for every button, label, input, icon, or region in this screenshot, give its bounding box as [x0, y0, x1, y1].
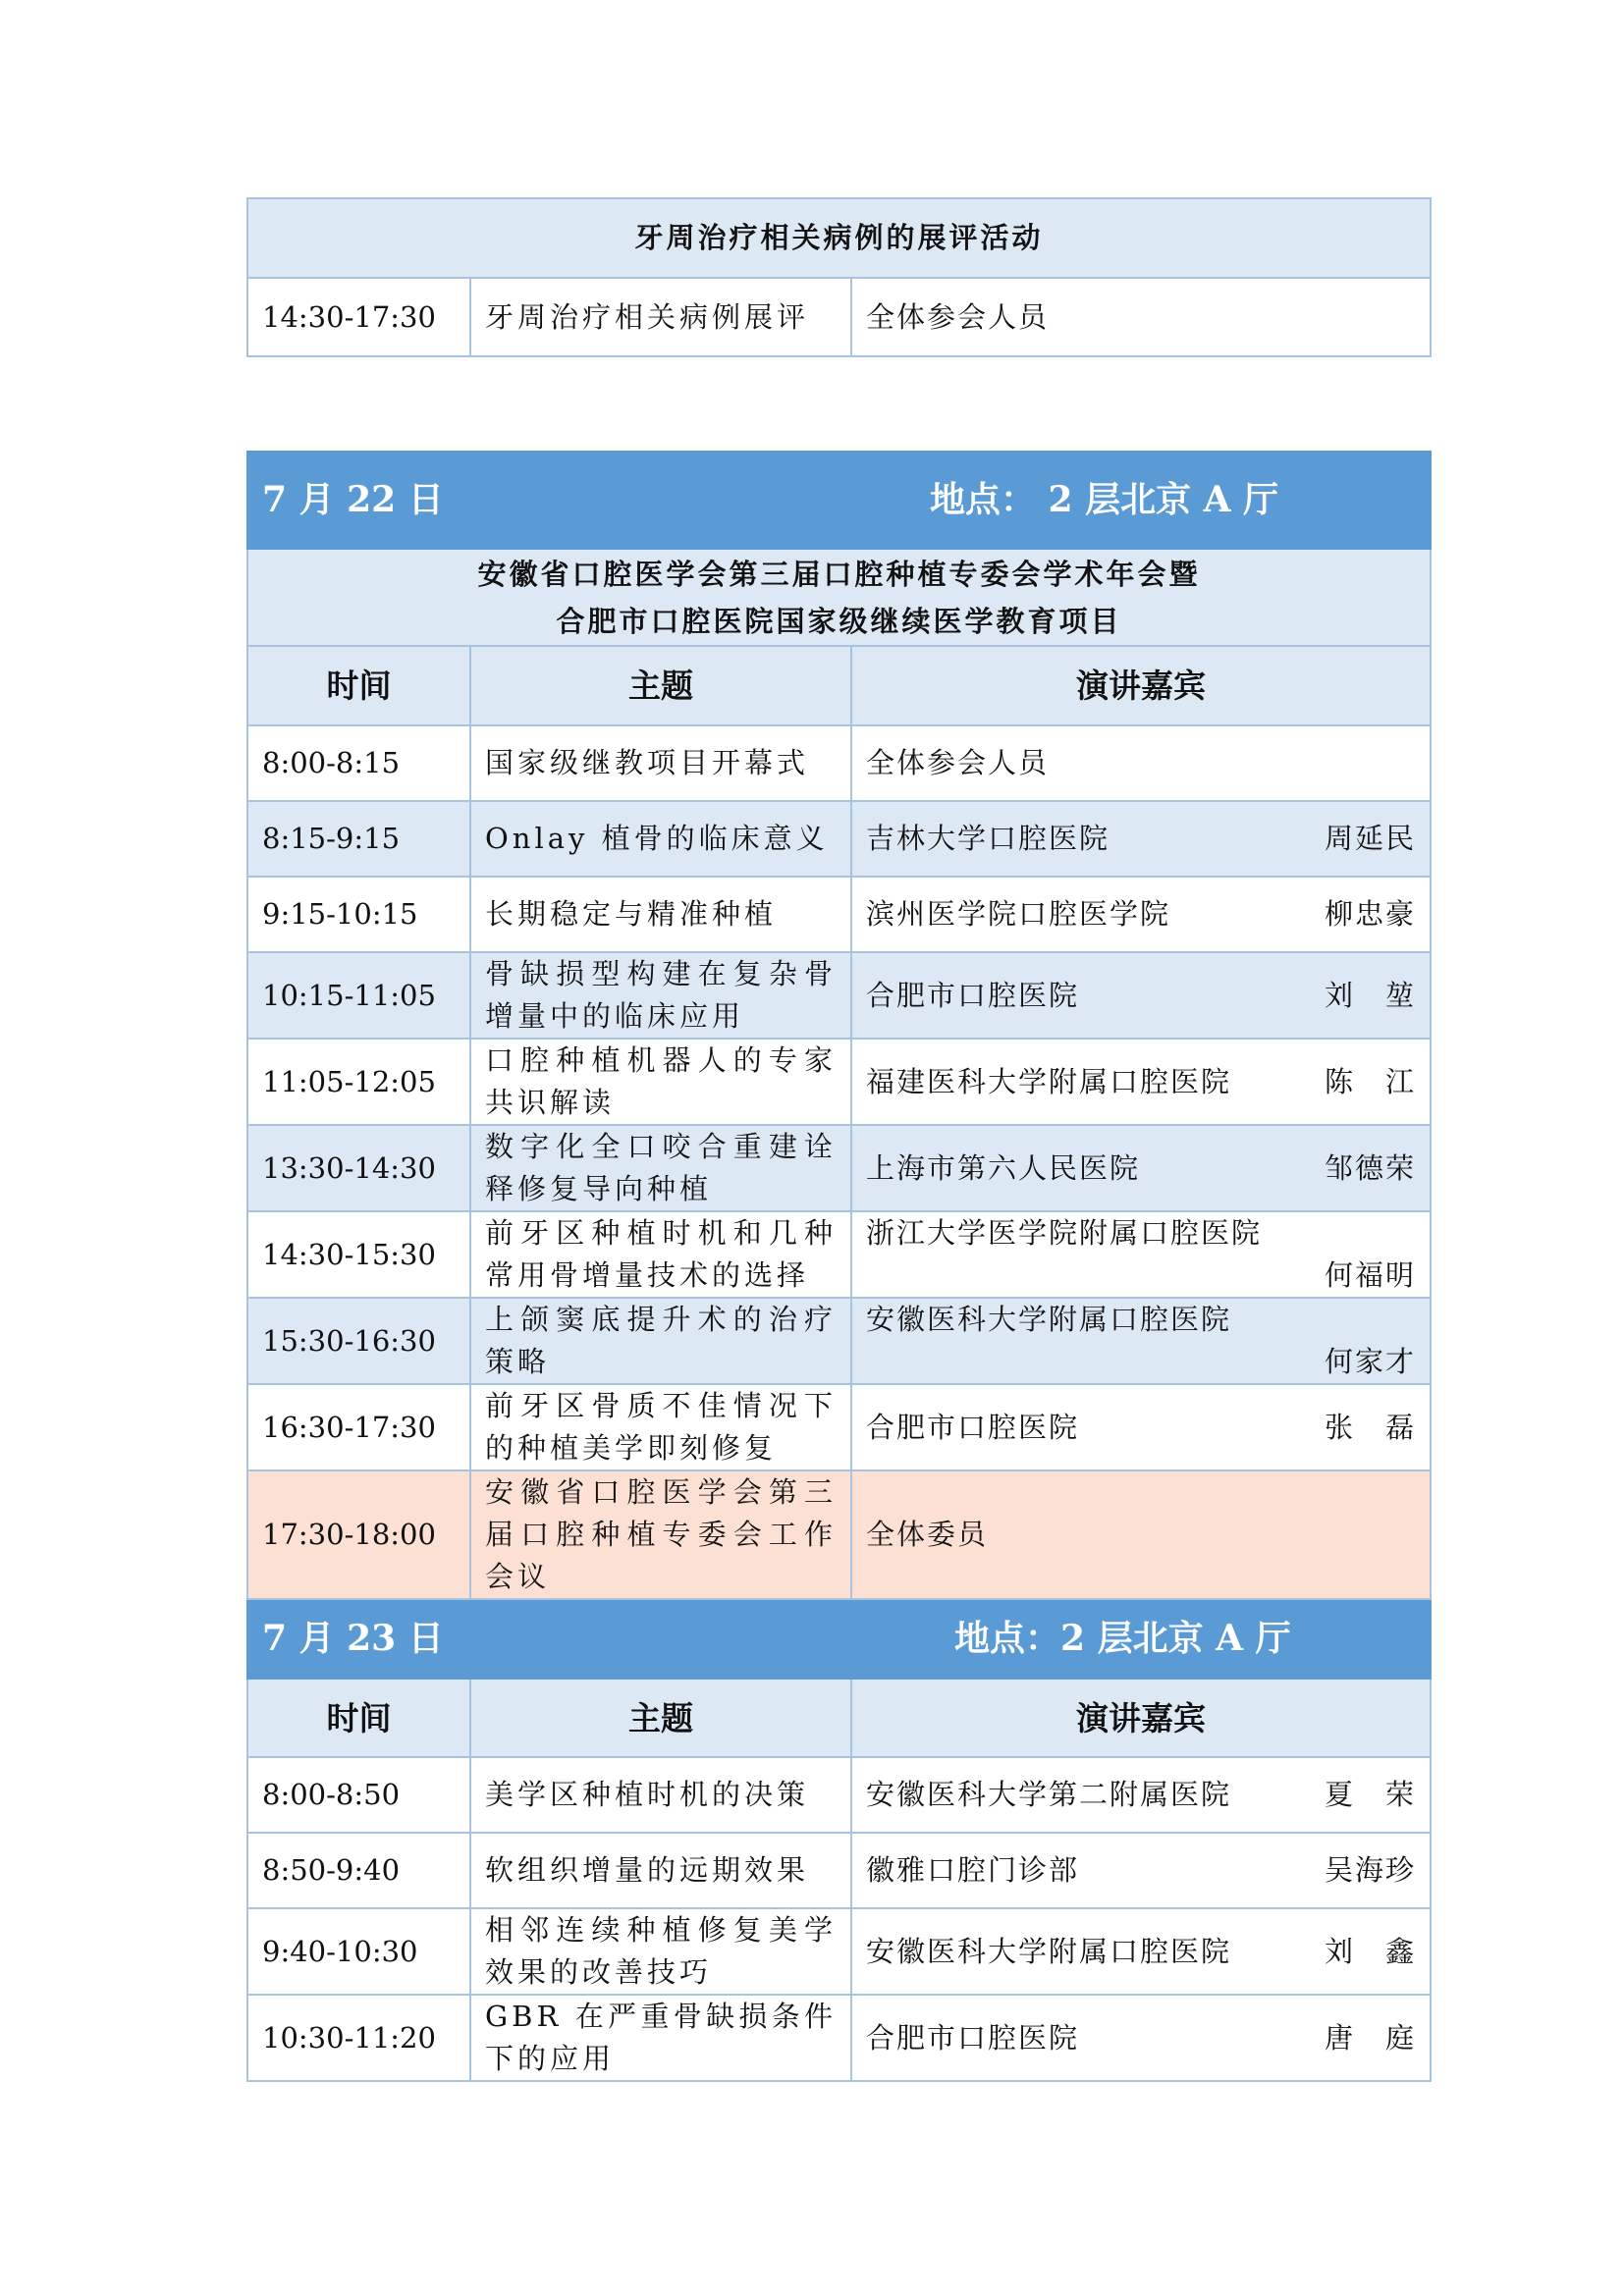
topic-cell: Onlay 植骨的临床意义 — [470, 801, 851, 877]
speaker-name: 张 磊 — [1324, 1410, 1416, 1444]
table-row — [247, 1298, 1431, 1384]
speaker-name: 何家才 — [1324, 1345, 1416, 1378]
time-cell: 16:30-17:30 — [247, 1384, 470, 1470]
speaker-institution: 滨州医学院口腔医学院 — [866, 897, 1171, 931]
topic-cell: GBR 在严重骨缺损条件下的应用 — [470, 1995, 851, 2081]
topic-cell: 骨缺损型构建在复杂骨增量中的临床应用 — [470, 952, 851, 1039]
speaker-name: 周延民 — [1324, 822, 1416, 855]
topic-cell: 前牙区种植时机和几种常用骨增量技术的选择 — [470, 1211, 851, 1298]
time-cell: 11:05-12:05 — [247, 1039, 470, 1125]
conference-title-line1: 安徽省口腔医学会第三届口腔种植专委会学术年会暨 — [477, 557, 1201, 591]
speaker-name: 柳忠豪 — [1324, 897, 1416, 931]
header-time: 时间 — [247, 646, 470, 725]
topic-cell: 牙周治疗相关病例展评 — [470, 278, 851, 356]
time-cell: 14:30-17:30 — [247, 278, 470, 356]
speaker-institution: 福建医科大学附属口腔医院 — [866, 1064, 1232, 1098]
table-row — [247, 1995, 1431, 2081]
time-cell: 8:15-9:15 — [247, 801, 470, 877]
time-cell: 10:15-11:05 — [247, 952, 470, 1039]
table-row — [247, 952, 1431, 1039]
header-speaker: 演讲嘉宾 — [851, 646, 1431, 725]
time-cell: 8:00-8:50 — [247, 1757, 470, 1833]
speaker-institution: 合肥市口腔医院 — [866, 978, 1080, 1012]
schedule-table — [246, 451, 1432, 2082]
speaker-name: 夏 荣 — [1324, 1778, 1416, 1811]
speaker-name: 何福明 — [1324, 1258, 1416, 1292]
periodontal-case-table — [246, 197, 1432, 357]
day-location: 地点：2 层北京 A 厅 — [954, 1618, 1291, 1659]
table-row — [247, 1908, 1431, 1995]
speaker-institution: 吉林大学口腔医院 — [866, 822, 1110, 855]
speaker-institution: 安徽医科大学附属口腔医院 — [866, 1934, 1232, 1968]
speaker-institution: 浙江大学医学院附属口腔医院 — [866, 1216, 1263, 1250]
header-topic: 主题 — [470, 1679, 851, 1757]
conference-title-line2: 合肥市口腔医院国家级继续医学教育项目 — [556, 604, 1122, 638]
header-speaker: 演讲嘉宾 — [851, 1679, 1431, 1757]
speaker-institution: 安徽医科大学附属口腔医院 — [866, 1303, 1232, 1336]
time-cell: 9:15-10:15 — [247, 877, 470, 952]
time-cell: 14:30-15:30 — [247, 1211, 470, 1298]
topic-cell: 软组织增量的远期效果 — [470, 1833, 851, 1908]
time-cell: 8:50-9:40 — [247, 1833, 470, 1908]
topic-cell: 安徽省口腔医学会第三届口腔种植专委会工作会议 — [470, 1470, 851, 1599]
table-row — [247, 877, 1431, 952]
topic-cell: 上颌窦底提升术的治疗策略 — [470, 1298, 851, 1384]
topic-cell: 口腔种植机器人的专家共识解读 — [470, 1039, 851, 1125]
header-topic: 主题 — [470, 646, 851, 725]
topic-cell: 前牙区骨质不佳情况下的种植美学即刻修复 — [470, 1384, 851, 1470]
time-cell: 17:30-18:00 — [247, 1470, 470, 1599]
time-cell: 13:30-14:30 — [247, 1125, 470, 1211]
speaker-name: 陈 江 — [1324, 1064, 1416, 1098]
topic-cell: 相邻连续种植修复美学效果的改善技巧 — [470, 1908, 851, 1995]
topic-cell: 长期稳定与精准种植 — [470, 877, 851, 952]
table-row — [247, 1384, 1431, 1470]
speaker-name: 刘 鑫 — [1324, 1934, 1416, 1968]
day-location: 地点： 2 层北京 A 厅 — [930, 479, 1279, 520]
time-cell: 8:00-8:15 — [247, 725, 470, 801]
header-time: 时间 — [247, 1679, 470, 1757]
topic-cell: 数字化全口咬合重建诠释修复导向种植 — [470, 1125, 851, 1211]
table-row — [247, 1470, 1431, 1599]
time-cell: 10:30-11:20 — [247, 1995, 470, 2081]
speaker-institution: 合肥市口腔医院 — [866, 1410, 1080, 1444]
speaker-name: 吴海珍 — [1324, 1853, 1416, 1887]
topic-cell: 美学区种植时机的决策 — [470, 1757, 851, 1833]
day-date: 7 月 22 日 — [262, 479, 444, 520]
speaker-name: 刘 堃 — [1324, 978, 1416, 1012]
day-bar-jul22 — [247, 452, 1431, 549]
day-date: 7 月 23 日 — [262, 1618, 444, 1659]
speaker-institution: 全体参会人员 — [866, 746, 1050, 779]
speaker-cell: 全体参会人员 — [851, 278, 1431, 356]
table-row — [247, 725, 1431, 801]
speaker-institution: 上海市第六人民医院 — [866, 1150, 1141, 1185]
topic-cell: 国家级继教项目开幕式 — [470, 725, 851, 801]
speaker-name: 唐 庭 — [1324, 2020, 1416, 2055]
table-row — [247, 1757, 1431, 1833]
table-row — [247, 801, 1431, 877]
table-row — [247, 1039, 1431, 1125]
speaker-name: 邹德荣 — [1324, 1150, 1416, 1185]
speaker-institution: 全体委员 — [866, 1518, 989, 1551]
day-bar-jul23 — [247, 1599, 1431, 1679]
conference-title — [247, 549, 1431, 646]
speaker-institution: 徽雅口腔门诊部 — [866, 1853, 1080, 1887]
table-row — [247, 1125, 1431, 1211]
table-row — [247, 1833, 1431, 1908]
time-cell: 9:40-10:30 — [247, 1908, 470, 1995]
speaker-institution: 安徽医科大学第二附属医院 — [866, 1778, 1232, 1811]
speaker-institution: 合肥市口腔医院 — [866, 2020, 1080, 2055]
section-title: 牙周治疗相关病例的展评活动 — [247, 198, 1431, 278]
table-row — [247, 1211, 1431, 1298]
time-cell: 15:30-16:30 — [247, 1298, 470, 1384]
